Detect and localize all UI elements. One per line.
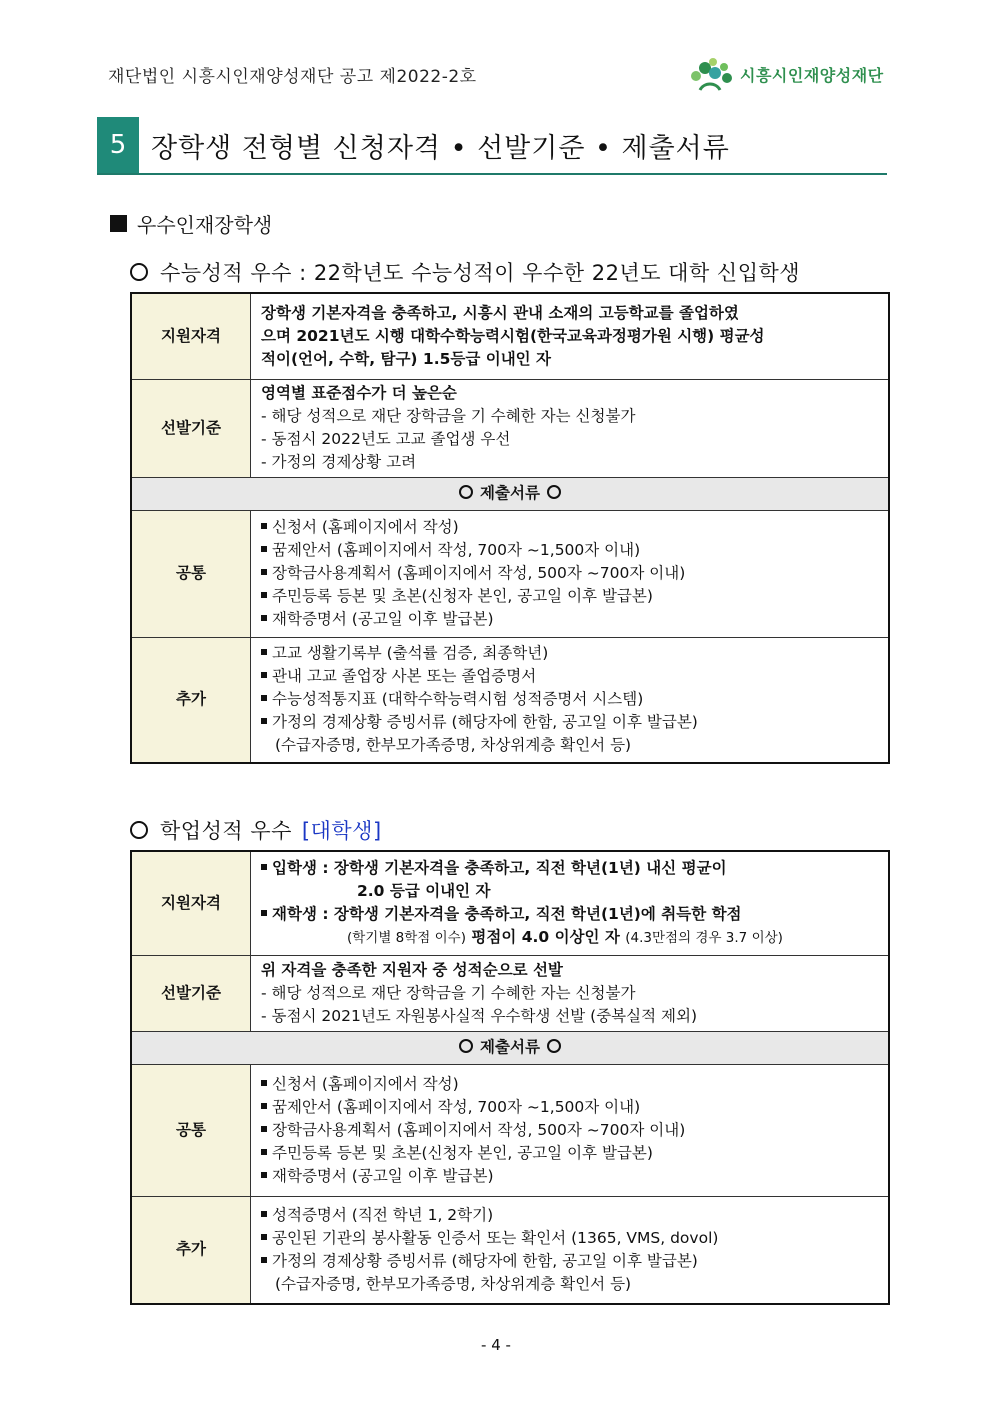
criteria-item: - 해당 성적으로 재단 장학금을 기 수혜한 자는 신청불가: [261, 407, 636, 425]
common-docs-row: [131, 510, 889, 637]
square-bullet-icon: [261, 1080, 267, 1086]
list-item: 가정의 경제상황 증빙서류 (해당자에 한함, 공고일 이후 발급본): [261, 1250, 878, 1273]
square-bullet-icon: [261, 615, 267, 621]
square-bullet-icon: [261, 649, 267, 655]
criteria-row: [131, 379, 889, 477]
list-item: 신청서 (홈페이지에서 작성): [261, 1073, 878, 1096]
block1-heading: [130, 257, 800, 287]
block2-heading-text: 학업성적 우수: [160, 819, 292, 843]
square-bullet-icon: [261, 592, 267, 598]
square-bullet-icon: [261, 864, 267, 870]
section-number: 5: [97, 117, 139, 173]
qualification-line: (학기별 8학점 이수) 평점이 4.0 이상인 자 (4.3만점의 경우 3.7 이상): [347, 927, 783, 946]
common-label: 공통: [131, 1064, 251, 1196]
block2-heading-tag: [대학생]: [301, 819, 382, 843]
list-item: 재학증명서 (공고일 이후 발급본): [261, 608, 878, 631]
foundation-logo: [686, 56, 884, 92]
docs-header-label: 제출서류: [480, 484, 540, 502]
extra-note: (수급자증명, 한부모가족증명, 차상위계층 확인서 등): [275, 1274, 632, 1293]
list-item: 꿈제안서 (홈페이지에서 작성, 700자 ~1,500자 이내): [261, 1096, 878, 1119]
criteria-item: - 동점시 2022년도 고교 졸업생 우선: [261, 430, 511, 448]
qualification-label: 지원자격: [131, 293, 251, 379]
extra-docs-cell: [251, 1196, 890, 1304]
square-bullet-icon: [261, 1211, 267, 1217]
docs-header-label: 제출서류: [480, 1038, 540, 1056]
extra-docs-row: [131, 637, 889, 763]
block1-heading-text: 수능성적 우수 : 22학년도 수능성적이 우수한 22년도 대학 신입학생: [160, 261, 801, 285]
list-item: 재학증명서 (공고일 이후 발급본): [261, 1165, 878, 1188]
qualification-row: [131, 851, 889, 955]
block2-heading: [130, 815, 382, 845]
square-bullet-icon: [261, 546, 267, 552]
page-number: - 4 -: [481, 1336, 511, 1354]
list-item: 장학금사용계획서 (홈페이지에서 작성, 500자 ~700자 이내): [261, 562, 878, 585]
criteria-item: - 동점시 2021년도 자원봉사실적 우수학생 선발 (중복실적 제외): [261, 1006, 698, 1025]
qualification-cell: [251, 293, 890, 379]
common-docs-row: [131, 1064, 889, 1196]
square-bullet-icon: [261, 1257, 267, 1263]
qualification-line: 적이(언어, 수학, 탐구) 1.5등급 이내인 자: [261, 349, 552, 368]
docs-header-cell: [131, 1031, 889, 1064]
qualification-cell: [251, 851, 890, 955]
block1-table: [130, 292, 890, 764]
square-bullet-icon: [261, 910, 267, 916]
circle-marker-icon: [547, 1039, 561, 1053]
criteria-cell: [251, 379, 890, 477]
circle-bullet-icon: [130, 263, 148, 281]
qualification-line: 장학생 기본자격을 충족하고, 시흥시 관내 소재의 고등학교를 졸업하였: [261, 303, 739, 322]
logo-text: 시흥시인재양성재단: [740, 65, 884, 85]
list-item: 주민등록 등본 및 초본(신청자 본인, 공고일 이후 발급본): [261, 585, 878, 608]
section-title-bar: [97, 117, 887, 175]
extra-note: (수급자증명, 한부모가족증명, 차상위계층 확인서 등): [275, 736, 632, 755]
square-bullet-icon: [110, 215, 127, 232]
list-item: 주민등록 등본 및 초본(신청자 본인, 공고일 이후 발급본): [261, 1142, 878, 1165]
common-docs-cell: [251, 1064, 890, 1196]
square-bullet-icon: [261, 1103, 267, 1109]
criteria-title: 영역별 표준점수가 더 높은순: [261, 384, 457, 402]
square-bullet-icon: [261, 1126, 267, 1132]
docs-header-cell: [131, 477, 889, 510]
square-bullet-icon: [261, 695, 267, 701]
square-bullet-icon: [261, 1234, 267, 1240]
square-bullet-icon: [261, 1149, 267, 1155]
docs-header-row: [131, 1031, 889, 1064]
qualification-line: 입학생 : 장학생 기본자격을 충족하고, 직전 학년(1년) 내신 평균이: [261, 857, 878, 880]
qualification-line: 재학생 : 장학생 기본자격을 충족하고, 직전 학년(1년)에 취득한 학점: [261, 903, 878, 926]
list-item: 수능성적통지표 (대학수학능력시험 성적증명서 시스템): [261, 688, 878, 711]
square-bullet-icon: [261, 523, 267, 529]
qualification-row: [131, 293, 889, 379]
list-item: 관내 고교 졸업장 사본 또는 졸업증명서: [261, 665, 878, 688]
extra-label: 추가: [131, 637, 251, 763]
notice-header: 재단법인 시흥시인재양성재단 공고 제2022-2호: [108, 67, 477, 87]
circle-bullet-icon: [130, 821, 148, 839]
list-item: 공인된 기관의 봉사활동 인증서 또는 확인서 (1365, VMS, dovol): [261, 1227, 878, 1250]
subheading: [110, 209, 272, 238]
list-item: 꿈제안서 (홈페이지에서 작성, 700자 ~1,500자 이내): [261, 539, 878, 562]
people-tree-icon: [686, 56, 734, 92]
qualification-line: 2.0 등급 이내인 자: [357, 881, 491, 900]
criteria-item: - 해당 성적으로 재단 장학금을 기 수혜한 자는 신청불가: [261, 983, 636, 1002]
criteria-title: 위 자격을 충족한 지원자 중 성적순으로 선발: [261, 960, 563, 979]
common-docs-cell: [251, 510, 890, 637]
criteria-item: - 가정의 경제상황 고려: [261, 453, 417, 471]
square-bullet-icon: [261, 718, 267, 724]
criteria-cell: [251, 955, 890, 1031]
criteria-row: [131, 955, 889, 1031]
list-item: 성적증명서 (직전 학년 1, 2학기): [261, 1204, 878, 1227]
subheading-text: 우수인재장학생: [137, 213, 273, 237]
list-item: 신청서 (홈페이지에서 작성): [261, 516, 878, 539]
qualification-line: 으며 2021년도 시행 대학수학능력시험(한국교육과정평가원 시행) 평균성: [261, 326, 765, 345]
criteria-label: 선발기준: [131, 955, 251, 1031]
extra-docs-row: [131, 1196, 889, 1304]
criteria-label: 선발기준: [131, 379, 251, 477]
circle-marker-icon: [547, 485, 561, 499]
list-item: 가정의 경제상황 증빙서류 (해당자에 한함, 공고일 이후 발급본): [261, 711, 878, 734]
list-item: 장학금사용계획서 (홈페이지에서 작성, 500자 ~700자 이내): [261, 1119, 878, 1142]
extra-docs-cell: [251, 637, 890, 763]
block2-table: [130, 850, 890, 1305]
common-label: 공통: [131, 510, 251, 637]
section-title: 장학생 전형별 신청자격 • 선발기준 • 제출서류: [151, 132, 730, 164]
square-bullet-icon: [261, 672, 267, 678]
qualification-label: 지원자격: [131, 851, 251, 955]
circle-marker-icon: [459, 485, 473, 499]
extra-label: 추가: [131, 1196, 251, 1304]
list-item: 고교 생활기록부 (출석률 검증, 최종학년): [261, 642, 878, 665]
circle-marker-icon: [459, 1039, 473, 1053]
square-bullet-icon: [261, 1172, 267, 1178]
docs-header-row: [131, 477, 889, 510]
square-bullet-icon: [261, 569, 267, 575]
